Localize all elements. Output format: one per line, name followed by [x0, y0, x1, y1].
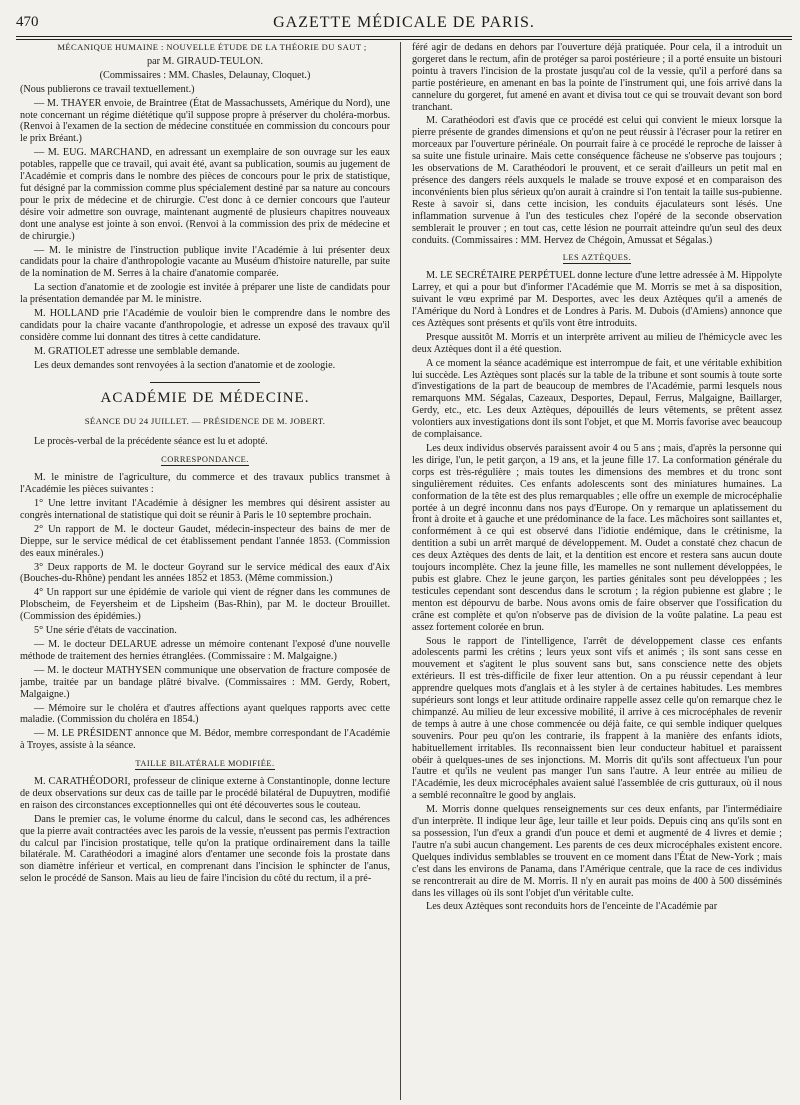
correspondance-item-2: 2° Un rapport de M. le docteur Gaudet, médecin-inspecteur des bains de mer de Dieppe, sur le service médical de cet établissement pendant l'année 1853. (Commission des eaux minérales.)	[20, 523, 390, 559]
right-column	[412, 42, 782, 1100]
taille-title	[20, 758, 390, 770]
intelligence-paragraph: Sous le rapport de l'intelligence, l'arrêt de développement classe ces enfants adolescents parmi les crétins ; leurs yeux sont vifs et animés ; ils sont sans cesse en mouvement et s'agitent le plus souvent sans but, sans conscience nette des objets extérieurs. Il est très-difficile de fixer leur attention. On a pu réussir cependant à leur apprendre quelques mots d'anglais et à les styler à de certaines habitudes. Les membres supérieurs sont longs et leur attitude ordinaire rappelle assez celle qu'on remarque chez le chimpanzé. Au milieu de leur excessive mobilité, il arrive à ces microcéphales de revenir de temps à autre à une chose commencée ou déjà faite, ce qui semble indiquer quelques souvenirs. Pour peu qu'on les contrarie, ils frappent à la manière des enfants idiots, habituellement irritables. Ils reconnaissent bien leur conducteur habituel et paraissent obéir à quelques-unes de ses injonctions. M. Morris dit qu'ils sont affectueux l'un pour l'autre et qu'ils ne veulent pas manger l'un sans l'autre. A leur entrée au milieu de l'Académie, les deux microcéphales avaient salué l'assemblée de cris gutturaux, où il nous a semblé reconnaître le good by anglais.	[412, 635, 782, 802]
correspondance-item-5: 5° Une série d'états de vaccination.	[34, 625, 177, 637]
thayer-paragraph: — M. THAYER envoie, de Braintree (État de Massachussets, Amérique du Nord), une note concernant un régime diététique qu'il suppose propre à préserver du choléra-morbus. (Renvoi à l'examen de la section de médecine constituée en commission du concours pour le prix Bréant.)	[20, 97, 390, 145]
academy-title: ACADÉMIE DE MÉDECINE.	[100, 389, 310, 406]
aztecs-title	[412, 252, 782, 264]
correspondance-item-4: 4° Un rapport sur une épidémie de variole qui vient de régner dans les communes de Plobscheim, de Feyersheim et de Lipsheim (Bas-Rhin), par M. le docteur Brouillet. (Commission des épidémies.)	[20, 587, 390, 623]
column-divider	[400, 42, 401, 1100]
moment-paragraph: A ce moment la séance académique est interrompue de fait, et une véritable exhibition lui succède. Les Aztèques sont placés sur la table de la tribune et sont soumis à toute sorte d'investigations de la part de beaucoup de membres de l'Académie, parmi lesquels nous remarquons MM. Ségalas, Cazeaux, Desportes, Depaul, Ferrus, Malgaigne, Baillarger, Gerdy, etc., etc. Les deux Aztèques, dépouillés de leurs vêtements, se prêtent assez volontiers aux investigations dont ils sont l'objet, et que M. Morris favorise avec beaucoup de complaisance.	[412, 357, 782, 441]
presque-paragraph: Presque aussitôt M. Morris et un interprète arrivent au milieu de l'hémicycle avec les deux Aztèques dont il a été question.	[412, 331, 782, 355]
proces-verbal-paragraph: Le procès-verbal de la précédente séance est lu et adopté.	[34, 436, 268, 448]
gratiolet-paragraph: M. GRATIOLET adresse une semblable demande.	[34, 345, 240, 357]
caratheodori-paragraph: M. CARATHÉODORI, professeur de clinique externe à Constantinople, donne lecture de deux observations sur deux cas de taille par le procédé bilatéral de Dupuytren, modifié en raison des circonstances exceptionnelles qui ont été découvertes sous le couteau.	[20, 776, 390, 811]
header-rule	[16, 36, 792, 40]
secretaire-paragraph: M. LE SECRÉTAIRE PERPÉTUEL donne lecture d'une lettre adressée à M. Hippolyte Larrey, et qui a pour but d'informer l'Académie que M. Morris se met à sa disposition, suivant le vœu exprimé par M. Desportes, avec les deux Aztèques qu'il a amenés de l'Amérique du Nord à Londres et de Londres à Paris. M. Dubois (d'Amiens) annonce que ces Aztèques sont présents et qu'ils vont être introduits.	[412, 270, 782, 329]
mechanics-author: par M. GIRAUD-TEULON.	[146, 55, 263, 67]
correspondance-item-3: 3° Deux rapports de M. le docteur Goyrand sur le service médical des eaux d'Aix (Bouches-du-Rhône) pendant les années 1852 et 1853. (Même commission.)	[20, 561, 390, 585]
marchand-paragraph: — M. EUG. MARCHAND, en adressant un exemplaire de son ouvrage sur les eaux potables, rappelle que ce travail, qui avait été, avant sa publication, soumis au jugement de l'Académie et compris dans le nombre des pièces de concours pour le prix de statistique, fut désigné par la commission comme plus spécialement destiné par sa nature au concours pour le prix de médecine et de chirurgie. C'est donc à ce dernier concours que l'auteur désire voir admettre son ouvrage, maintenant augmenté de plusieurs chapitres nouveaux dont une analyse est jointe à son envoi. (Renvoi à la commission des prix de médecine et de chirurgie.)	[20, 147, 390, 242]
taille-title-text: TAILLE BILATÉRALE MODIFIÉE.	[135, 759, 275, 769]
correspondance-paragraph: M. le ministre de l'agriculture, du commerce et des travaux publics transmet à l'Académie les pièces suivantes :	[20, 472, 390, 496]
continuation-paragraph: féré agir de dedans en dehors par l'ouverture déjà pratiquée. Pour cela, il a introduit un gorgeret dans le rectum, afin de protéger sa paroi postérieure ; il a porté ensuite un bistouri pointu à travers l'incision de la prostate jusqu'au col de la vessie, qu'il a perforé dans sa partie postérieure, en amenant en bas la pointe de l'instrument qui, une fois arrivé dans la cannelure du gorgeret, fut amené en avant et divisa tout ce qui se trouvait devant son bord tranchant.	[412, 42, 782, 113]
mechanics-section-title: MÉCANIQUE HUMAINE : NOUVELLE ÉTUDE DE LA THÉORIE DU SAUT ;	[57, 42, 367, 52]
mechanics-commissaires: (Commissaires : MM. Chasles, Delaunay, Cloquet.)	[99, 69, 311, 81]
avis-paragraph: M. Carathéodori est d'avis que ce procédé est celui qui convient le mieux lorsque la pierre présente de grandes dimensions et qu'on ne peut réussir à l'écraser pour la retirer en morceaux par l'ouverture périnéale. On pourrait faire à ce procédé le reproche de laisser à sa suite une fistule urinaire. Mais cette conséquence fâcheuse ne s'observe pas toujours ; les observations de M. Carathéodori le prouvent, et ce serait d'ailleurs un petit mal en présence des dangers réels auxquels le malade se trouve exposé et en comparaison des inconvénients bien plus sérieux qu'on aurait à craindre si l'on tentait la taille sus-pubienne. Reste à savoir si, dans cette incision, les conduits éjaculateurs sont lésés. Une inflammation survenue à l'un des testicules chez l'opéré de la seconde observation semblerait le prouver ; en tout cas, cette lésion ne pourrait atteindre qu'un seul des deux conduits. (Commissaires : MM. Hervez de Chégoin, Amussat et Ségalas.)	[412, 115, 782, 246]
left-column	[20, 42, 390, 1100]
president-paragraph: — M. LE PRÉSIDENT annonce que M. Bédor, membre correspondant de l'Académie à Troyes, assiste à la séance.	[20, 728, 390, 752]
mechanics-note: (Nous publierons ce travail textuellement.)	[20, 83, 195, 95]
renvoyees-paragraph: Les deux demandes sont renvoyées à la section d'anatomie et de zoologie.	[34, 359, 336, 371]
section-divider	[150, 382, 260, 383]
mathysen-paragraph: — M. le docteur MATHYSEN communique une observation de fracture composée de jambe, traitée par un bandage plâtré bivalve. (Commissaires : MM. Gerdy, Robert, Malgaigne.)	[20, 664, 390, 700]
premier-cas-paragraph: Dans le premier cas, le volume énorme du calcul, dans le second cas, les adhérences que la pierre avait contractées avec les parois de la vessie, n'eussent pas permis l'extraction du calcul par l'incision prostatique, telle qu'on la pratique ordinairement dans la taille bilatérale. M. Carathéodori a imaginé alors d'entamer une seconde fois la prostate dans son diamètre inférieur et vertical, en comprenant dans l'incision le sphincter de l'anus, selon le procédé de Sanson. Mais au lieu de faire l'incision du côté du rectum, il a pré-	[20, 813, 390, 885]
ministre-paragraph: — M. le ministre de l'instruction publique invite l'Académie à lui présenter deux candidats pour la chaire d'anthropologie vacante au Muséum d'histoire naturelle, par suite de la nomination de M. Serres à la chaire d'anatomie comparée.	[20, 244, 390, 280]
holland-paragraph: M. HOLLAND prie l'Académie de vouloir bien le comprendre dans le nombre des candidats pour la chaire vacante d'anthropologie, et adresse un exposé des travaux qu'il considère comme lui donnant des titres à cette candidature.	[20, 308, 390, 343]
journal-title: GAZETTE MÉDICALE DE PARIS.	[273, 14, 535, 31]
seance-heading: SÉANCE DU 24 JUILLET. — PRÉSIDENCE DE M. JOBERT.	[84, 416, 326, 427]
correspondance-title	[20, 454, 390, 466]
correspondance-title-text: CORRESPONDANCE.	[161, 455, 249, 465]
page-number: 470	[16, 14, 39, 30]
aztecs-title-text: LES AZTÈQUES.	[562, 253, 632, 263]
individus-paragraph: Les deux individus observés paraissent avoir 4 ou 5 ans ; mais, d'après la personne qui les dirige, l'un, le petit garçon, a 19 ans, et la jeune fille 17. La conformation générale du corps est très-régulière ; mais toutes les dimensions des membres et du tronc sont singulièrement réduites. Ces enfants adolescents sont des miniatures humaines. La conformation de la tête est des plus remarquables ; elle offre un exemple de microcéphalie portée à un degré inconnu dans nos pays d'Europe. On y remarque un aplatissement du front à droite et à gauche et une prédominance de la face. Les mâchoires sont saillantes et, conformément à ce qui est observé dans l'idiotie endémique, dans le crétinisme, la dentition a subi un arrêt marqué de développement. M. Oudet a constaté chez chacun de ces deux Aztèques des dents de lait, et la dentition est encore et restera sans aucun doute toujours incomplète. Chez la jeune fille, les mamelles ne sont nullement développées, le pubis est glabre. Chez le jeune garçon, les parties génitales sont peu développées ; les testicules cependant sont descendus dans le scrotum ; la région pubienne est glabre ; le menton est dépourvu de barbe. Nous avons omis de faire observer que l'ossification du crâne est complète et qu'on n'observe pas de division de la voûte palatine. La peau est assez fortement colorée en brun.	[412, 443, 782, 633]
delarue-paragraph: — M. le docteur DELARUE adresse un mémoire contenant l'exposé d'une nouvelle méthode de traitement des hernies étranglées. (Commissaire : M. Malgaigne.)	[20, 638, 390, 662]
reconduits-paragraph: Les deux Aztèques sont reconduits hors de l'enceinte de l'Académie par	[426, 901, 718, 913]
memoire-paragraph: — Mémoire sur le choléra et d'autres affections ayant quelques rapports avec cette maladie. (Commission du choléra en 1854.)	[20, 702, 390, 726]
page-header	[16, 14, 792, 36]
morris-paragraph: M. Morris donne quelques renseignements sur ces deux enfants, par l'intermédiaire d'un interprète. Il indique leur âge, leur taille et leur poids. Depuis cinq ans qu'ils sont en sa possession, l'un d'eux a grandi d'un pouce et demi et augmenté de 4 livres et demie ; l'autre n'a subi aucun changement. Les parents de ces deux microcéphales existent encore. Quelques individus semblables se trouvent en ce moment dans l'État de New-York ; mais c'est dans les environs de Panama, dans l'Amérique centrale, que la race de ces individus se rencontrerait au dire de M. Morris. Il n'y en aurait pas moins de 400 à 500 disséminés dans les villages où ils sont l'objet d'un véritable culte.	[412, 804, 782, 899]
correspondance-item-1: 1° Une lettre invitant l'Académie à désigner les membres qui désirent assister au congrès international de statistique qui doit se réunir à Paris le 10 septembre prochain.	[20, 498, 390, 521]
section-paragraph: La section d'anatomie et de zoologie est invitée à préparer une liste de candidats pour la présentation demandée par M. le ministre.	[20, 282, 390, 306]
